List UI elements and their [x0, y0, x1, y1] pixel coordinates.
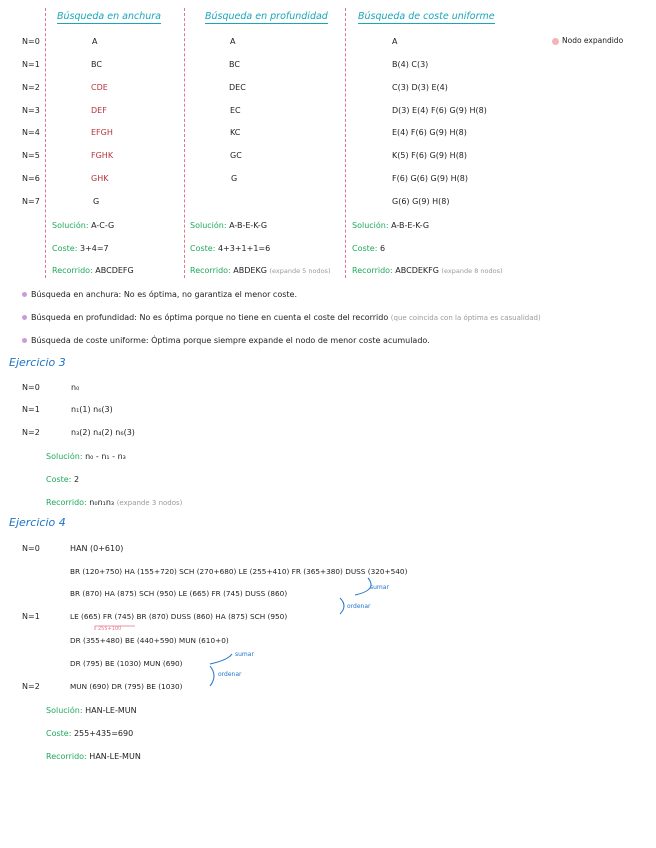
- bfs-cost: Coste: 3+4=7: [52, 244, 109, 253]
- step-label: N=1: [22, 612, 40, 621]
- ex4-row: HAN (0+610): [70, 544, 124, 553]
- ex4-row: DR (795) BE (1030) MUN (690): [70, 659, 183, 668]
- ex3-row: n₁(1) n₆(3): [71, 405, 113, 414]
- step-label: N=1: [22, 405, 40, 414]
- bullet-dfs: Búsqueda en profundidad: No es óptima porque no tiene en cuenta el coste del recorrido (que coincida con la óptima es casualidad): [22, 313, 541, 322]
- ex3-path: Recorrido: n₀n₁n₃ (expande 3 nodos): [46, 498, 183, 507]
- ucs-cell: K(5) F(6) G(9) H(8): [392, 151, 468, 160]
- dfs-header: Búsqueda en profundidad: [205, 11, 328, 22]
- step-label: N=0: [22, 37, 40, 46]
- ex3-title: Ejercicio 3: [9, 356, 66, 369]
- dfs-cell: G: [231, 174, 238, 183]
- bfs-cell: DEF: [91, 106, 107, 115]
- bfs-cell: G: [93, 197, 100, 206]
- ucs-header: Búsqueda de coste uniforme: [358, 11, 495, 22]
- ex4-row: DR (355+480) BE (440+590) MUN (610+0): [70, 636, 229, 645]
- ucs-solution: Solución: A-B-E-K-G: [352, 221, 430, 230]
- dfs-cell: DEC: [229, 83, 246, 92]
- ex4-row: LE (665) FR (745) BR (870) DUSS (860) HA (875) SCH (950): [70, 612, 288, 621]
- dfs-cell: A: [230, 37, 236, 46]
- bfs-path: Recorrido: ABCDEFG: [52, 266, 134, 275]
- ex4-annot-ordenar: ordenar: [347, 603, 371, 610]
- legend-dot-icon: [552, 38, 559, 45]
- step-label: N=0: [22, 383, 40, 392]
- ex4-annot-sumar: sumar: [370, 584, 389, 591]
- ex4-annot-ordenar: ordenar: [218, 671, 242, 678]
- dfs-cell: KC: [230, 128, 241, 137]
- step-label: N=0: [22, 544, 40, 553]
- dfs-cell: EC: [230, 106, 241, 115]
- ex3-cost: Coste: 2: [46, 475, 80, 484]
- ex4-row: BR (870) HA (875) SCH (950) LE (665) FR (745) DUSS (860): [70, 589, 288, 598]
- ucs-cell: E(4) F(6) G(9) H(8): [392, 128, 467, 137]
- ex3-row: n₀: [71, 383, 80, 392]
- ex4-row: MUN (690) DR (795) BE (1030): [70, 682, 183, 691]
- bfs-cell: BC: [91, 60, 102, 69]
- dfs-cell: GC: [230, 151, 242, 160]
- ex4-row: BR (120+750) HA (155+720) SCH (270+680) LE (255+410) FR (365+380) DUSS (320+540): [70, 567, 408, 576]
- ucs-cost: Coste: 6: [352, 244, 386, 253]
- ucs-cell: G(6) G(9) H(8): [392, 197, 450, 206]
- ex3-row: n₃(2) n₄(2) n₆(3): [71, 428, 135, 437]
- bullet-ucs: Búsqueda de coste uniforme: Óptima porque siempre expande el nodo de menor coste acumulado.: [22, 336, 430, 345]
- bfs-cell: A: [92, 37, 98, 46]
- step-label: N=5: [22, 151, 40, 160]
- step-label: N=2: [22, 682, 40, 691]
- bfs-cell: EFGH: [91, 128, 113, 137]
- step-label: N=3: [22, 106, 40, 115]
- bullet-bfs: Búsqueda en anchura: No es óptima, no garantiza el menor coste.: [22, 290, 297, 299]
- dfs-cost: Coste: 4+3+1+1=6: [190, 244, 271, 253]
- bullet-dot-icon: [22, 338, 27, 343]
- ucs-cell: A: [392, 37, 398, 46]
- bullet-dot-icon: [22, 315, 27, 320]
- ex4-title: Ejercicio 4: [9, 516, 66, 529]
- bfs-cell: FGHK: [91, 151, 114, 160]
- dfs-path: Recorrido: ABDEKG (expande 5 nodos): [190, 266, 331, 275]
- ucs-cell: F(6) G(6) G(9) H(8): [392, 174, 468, 183]
- step-label: N=2: [22, 83, 40, 92]
- dfs-cell: BC: [229, 60, 240, 69]
- ucs-cell: D(3) E(4) F(6) G(9) H(8): [392, 106, 487, 115]
- ex4-cost: Coste: 255+435=690: [46, 729, 134, 738]
- ex4-solution: Solución: HAN-LE-MUN: [46, 706, 137, 715]
- ex4-path: Recorrido: HAN-LE-MUN: [46, 752, 141, 761]
- ucs-cell: B(4) C(3): [392, 60, 429, 69]
- step-label: N=6: [22, 174, 40, 183]
- ex4-annot-sumar: sumar: [235, 651, 254, 658]
- column-divider: [45, 8, 46, 278]
- dfs-solution: Solución: A-B-E-K-G: [190, 221, 268, 230]
- step-label: N=1: [22, 60, 40, 69]
- bfs-solution: Solución: A-C-G: [52, 221, 115, 230]
- bfs-header: Búsqueda en anchura: [57, 11, 161, 22]
- ex3-solution: Solución: n₀ - n₁ - n₃: [46, 452, 126, 461]
- ex4-small-note: 255+100: [98, 626, 122, 632]
- ucs-cell: C(3) D(3) E(4): [392, 83, 448, 92]
- bfs-cell: CDE: [91, 83, 108, 92]
- column-divider: [345, 8, 346, 278]
- step-label: N=7: [22, 197, 40, 206]
- legend: Nodo expandido: [552, 36, 623, 45]
- bullet-dot-icon: [22, 292, 27, 297]
- step-label: N=2: [22, 428, 40, 437]
- ucs-path: Recorrido: ABCDEKFG (expande 8 nodos): [352, 266, 503, 275]
- column-divider: [184, 8, 185, 278]
- bfs-cell: GHK: [91, 174, 109, 183]
- step-label: N=4: [22, 128, 40, 137]
